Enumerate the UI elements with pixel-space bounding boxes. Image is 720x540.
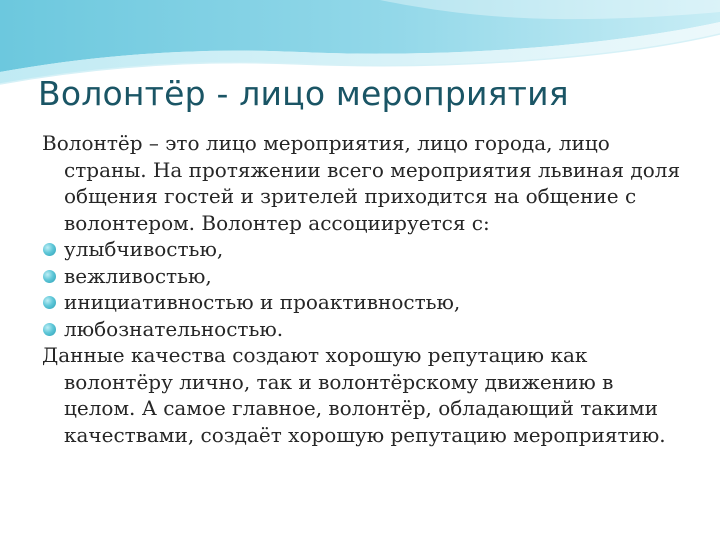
list-item-text: любознательностью.	[64, 316, 284, 341]
round-teal-bullet-icon	[43, 270, 56, 283]
round-teal-bullet-icon	[43, 323, 56, 336]
list-item-text: инициативностью и проактивностью,	[64, 290, 461, 314]
round-teal-bullet-icon	[43, 296, 56, 309]
slide-body	[42, 130, 682, 448]
list-item-text: улыбчивостью,	[64, 237, 224, 261]
list-item	[42, 263, 682, 290]
conclusion-paragraph: Данные качества создают хорошую репутацию как волонтёру лично, так и волонтёрскому движению в целом. А самое главное, волонтёр, обладающий такими качествами, создаёт хорошую репутацию мероприятию.	[42, 343, 666, 447]
list-item	[42, 236, 682, 263]
round-teal-bullet-icon	[43, 243, 56, 256]
list-item-text: вежливостью,	[64, 263, 212, 288]
intro-paragraph: Волонтёр – это лицо мероприятия, лицо города, лицо страны. На протяжении всего мероприятия львиная доля общения гостей и зрителей приходится на общение с волонтером. Волонтер ассоциируется с:	[42, 131, 681, 235]
list-item	[42, 289, 682, 316]
slide-title: Волонтёр - лицо мероприятия	[38, 74, 569, 113]
qualities-list	[42, 236, 682, 342]
list-item	[42, 316, 682, 343]
